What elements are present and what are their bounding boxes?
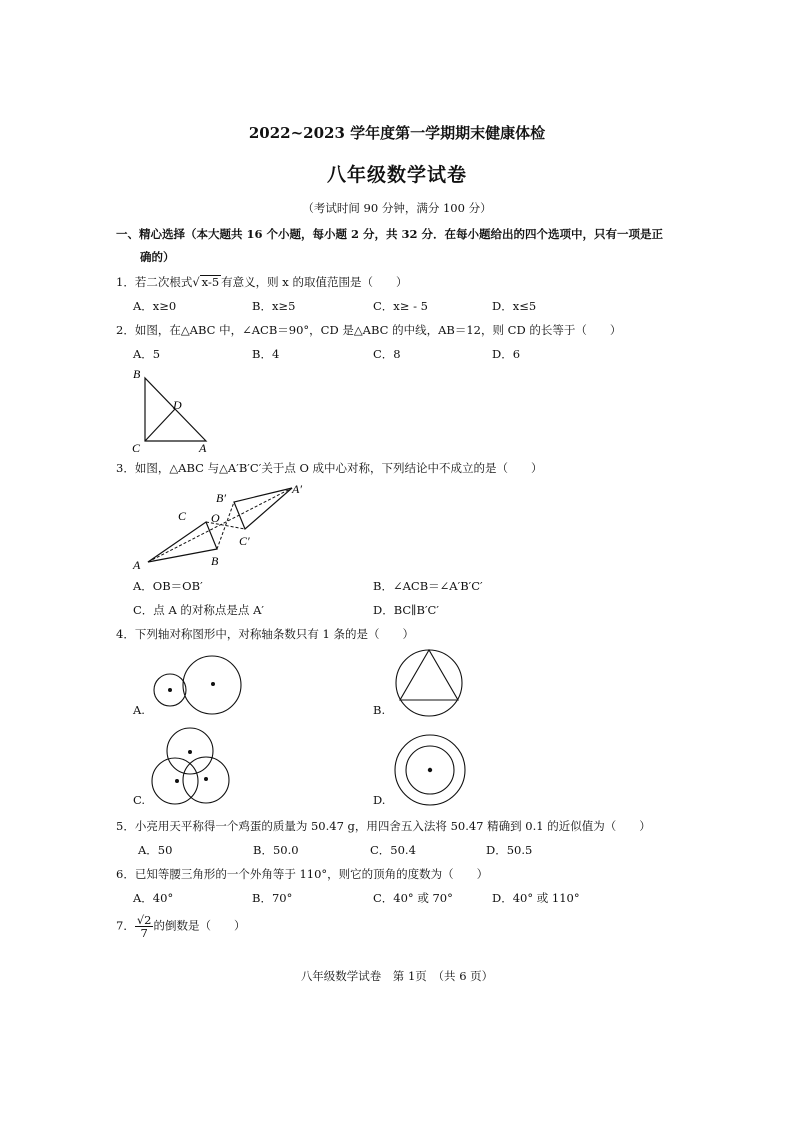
q3-label-c-prime: C′ — [239, 534, 250, 548]
question-3: 3．如图，△ABC 与△A′B′C′关于点 O 成中心对称，下列结论中不成立的是（ ） — [116, 461, 543, 475]
q1-option-c: C．x≥ - 5 — [373, 299, 428, 313]
q3-label-c: C — [178, 509, 187, 523]
q6-option-d: D．40° 或 110° — [492, 891, 580, 905]
question-6: 6．已知等腰三角形的一个外角等于 110°，则它的顶角的度数为（ ） — [116, 867, 489, 881]
q6-option-b: B．70° — [252, 891, 293, 905]
q3-label-b: B — [211, 554, 219, 568]
q4-option-a-label: A. — [133, 703, 145, 717]
question-7 — [116, 914, 245, 939]
q3-option-a: A．OB＝OB′ — [133, 579, 203, 593]
q7-suffix: 的倒数是（ ） — [153, 918, 246, 933]
exam-title: 2022~2023 学年度第一学期期末健康体检 — [248, 124, 546, 142]
q2-option-d: D．6 — [492, 347, 521, 361]
q4-option-b-figure — [392, 645, 468, 721]
q7-denominator: 7 — [140, 926, 148, 940]
q4-option-d-figure — [393, 733, 467, 807]
q3-label-a: A — [133, 558, 141, 572]
section-heading-line1: 一、精心选择（本大题共 16 个小题，每小题 2 分，共 32 分．在每小题给出的四个选项中，只有一项是正 — [116, 227, 664, 241]
q5-option-d: D．50.5 — [486, 843, 533, 857]
page-footer: 八年级数学试卷 第 1页 （共 6 页） — [300, 969, 494, 983]
q5-option-b: B．50.0 — [253, 843, 299, 857]
q3-label-b-prime: B′ — [216, 491, 226, 505]
q2-option-c: C．8 — [373, 347, 401, 361]
q4-option-d-label: D. — [373, 793, 386, 807]
q3-label-o: O — [211, 511, 220, 525]
q4-option-c-figure — [148, 725, 238, 807]
q4-option-c-label: C. — [133, 793, 146, 807]
q2-label-d: D — [173, 398, 182, 412]
q4-option-a-figure — [148, 653, 248, 721]
question-1 — [116, 274, 407, 290]
q2-option-a: A．5 — [133, 347, 161, 361]
sqrt-symbol: √ — [192, 275, 200, 289]
q2-label-c: C — [132, 441, 141, 455]
q7-prefix: 7． — [116, 918, 135, 933]
section-heading-line2: 确的） — [140, 250, 175, 264]
question-5: 5．小亮用天平称得一个鸡蛋的质量为 50.47 g，用四舍五入法将 50.47 精确到 0.1 的近似值为（ ） — [116, 819, 651, 833]
q3-label-a-prime: A′ — [292, 482, 302, 496]
q5-option-a: A．50 — [138, 843, 173, 857]
q3-option-c: C．点 A 的对称点是点 A′ — [133, 603, 264, 617]
question-2: 2．如图，在△ABC 中，∠ACB＝90°，CD 是△ABC 的中线，AB＝12，则 CD 的长等于（ ） — [116, 323, 622, 337]
q5-option-c: C．50.4 — [370, 843, 416, 857]
q3-option-d: D．BC∥B′C′ — [373, 603, 439, 617]
exam-info: （考试时间 90 分钟，满分 100 分） — [302, 201, 492, 215]
q2-option-b: B．4 — [252, 347, 280, 361]
q3-option-b: B．∠ACB＝∠A′B′C′ — [373, 579, 483, 593]
q6-option-a: A．40° — [133, 891, 174, 905]
q7-fraction — [135, 914, 154, 939]
q2-triangle-figure — [125, 362, 225, 457]
q3-symmetry-figure — [125, 478, 325, 573]
question-4: 4．下列轴对称图形中，对称轴条数只有 1 条的是（ ） — [116, 627, 414, 641]
exam-subtitle: 八年级数学试卷 — [326, 164, 467, 186]
q2-label-a: A — [199, 441, 207, 455]
q1-option-a: A．x≥0 — [133, 299, 177, 313]
q1-radicand: x-5 — [201, 275, 220, 289]
q2-label-b: B — [133, 367, 141, 381]
q1-option-b: B．x≥5 — [252, 299, 296, 313]
q7-numerator: √2 — [136, 913, 152, 927]
q6-option-c: C．40° 或 70° — [373, 891, 453, 905]
q1-option-d: D．x≤5 — [492, 299, 537, 313]
q4-option-b-label: B. — [373, 703, 386, 717]
q1-suffix: 有意义，则 x 的取值范围是（ ） — [221, 275, 408, 289]
q1-prefix: 1．若二次根式 — [116, 275, 193, 289]
